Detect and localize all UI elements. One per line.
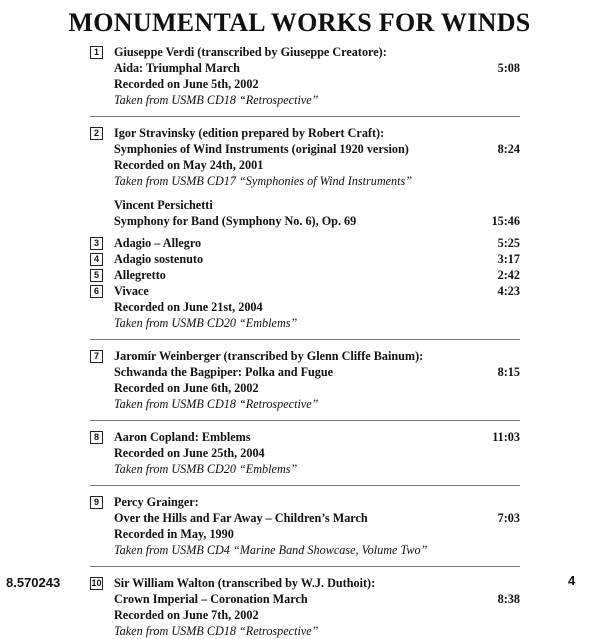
track-number-box: 3 xyxy=(90,237,103,250)
recording-date: Recorded in May, 1990 xyxy=(114,527,234,541)
work-title: Symphony for Band (Symphony No. 6), Op. 69 xyxy=(114,214,357,228)
track-number-box: 7 xyxy=(90,350,103,363)
track-number-box: 2 xyxy=(90,127,103,140)
track-entry-1 xyxy=(90,44,520,108)
track-duration: 5:08 xyxy=(497,61,520,75)
source-note: Taken from USMB CD20 “Emblems” xyxy=(114,316,298,330)
page-number: 4 xyxy=(568,573,576,588)
recording-date: Recorded on June 21st, 2004 xyxy=(114,300,263,314)
track-duration: 7:03 xyxy=(497,511,520,525)
composer-line: Sir William Walton (transcribed by W.J. Duthoit): xyxy=(114,576,376,590)
track-entry-7 xyxy=(90,348,520,412)
movement-title: Adagio – Allegro xyxy=(114,236,202,250)
composer-line: Percy Grainger: xyxy=(114,495,199,509)
movement-row xyxy=(90,267,520,283)
composer-line: Vincent Persichetti xyxy=(114,198,213,212)
movement-row xyxy=(90,283,520,299)
composer-line: Jaromír Weinberger (transcribed by Glenn Cliffe Bainum): xyxy=(114,349,424,363)
movement-title: Adagio sostenuto xyxy=(114,252,204,266)
divider xyxy=(90,566,520,567)
divider xyxy=(90,485,520,486)
track-duration: 8:15 xyxy=(497,365,520,379)
page-title: MONUMENTAL WORKS FOR WINDS xyxy=(68,8,531,37)
track-duration: 4:23 xyxy=(497,284,520,298)
composer-line: Igor Stravinsky (edition prepared by Robert Craft): xyxy=(114,126,385,140)
recording-date: Recorded on June 25th, 2004 xyxy=(114,446,265,460)
source-note: Taken from USMB CD18 “Retrospective” xyxy=(114,93,319,107)
track-number-box: 6 xyxy=(90,285,103,298)
track-duration: 11:03 xyxy=(492,430,520,444)
track-duration: 3:17 xyxy=(497,252,520,266)
track-number-box: 8 xyxy=(90,431,103,444)
divider xyxy=(90,339,520,340)
work-duration: 15:46 xyxy=(491,214,520,228)
track-number-box: 4 xyxy=(90,253,103,266)
track-duration: 5:25 xyxy=(497,236,520,250)
recording-date: Recorded on June 6th, 2002 xyxy=(114,381,259,395)
movement-title: Allegretto xyxy=(114,268,166,282)
track-entry-8 xyxy=(90,429,520,477)
work-title: Schwanda the Bagpiper: Polka and Fugue xyxy=(114,365,334,379)
recording-date: Recorded on June 7th, 2002 xyxy=(114,608,259,622)
divider xyxy=(90,116,520,117)
track-number-box: 1 xyxy=(90,46,103,59)
track-duration: 8:24 xyxy=(497,142,520,156)
work-title: Over the Hills and Far Away – Children’s March xyxy=(114,511,368,525)
movement-row xyxy=(90,251,520,267)
track-duration: 8:38 xyxy=(497,592,520,606)
work-title: Symphonies of Wind Instruments (original 1920 version) xyxy=(114,142,409,156)
recording-date: Recorded on May 24th, 2001 xyxy=(114,158,264,172)
work-entry-persichetti xyxy=(90,197,520,331)
track-duration: 2:42 xyxy=(497,268,520,282)
divider xyxy=(90,420,520,421)
track-entry-10 xyxy=(90,575,520,639)
track-entry-2 xyxy=(90,125,520,189)
movement-row xyxy=(90,235,520,251)
track-entry-9 xyxy=(90,494,520,558)
work-title: Crown Imperial – Coronation March xyxy=(114,592,308,606)
track-number-box: 10 xyxy=(91,578,102,588)
source-note: Taken from USMB CD18 “Retrospective” xyxy=(114,624,319,638)
movement-title: Vivace xyxy=(114,284,149,298)
track-number-box: 9 xyxy=(90,496,103,509)
source-note: Taken from USMB CD4 “Marine Band Showcase, Volume Two” xyxy=(114,543,428,557)
composer-line: Giuseppe Verdi (transcribed by Giuseppe Creatore): xyxy=(114,45,387,59)
work-title: Aida: Triumphal March xyxy=(114,61,240,75)
source-note: Taken from USMB CD18 “Retrospective” xyxy=(114,397,319,411)
recording-date: Recorded on June 5th, 2002 xyxy=(114,77,259,91)
catalog-number: 8.570243 xyxy=(6,575,61,590)
source-note: Taken from USMB CD20 “Emblems” xyxy=(114,462,298,476)
track-number-box: 5 xyxy=(90,269,103,282)
source-note: Taken from USMB CD17 “Symphonies of Wind Instruments” xyxy=(114,174,413,188)
composer-line: Aaron Copland: Emblems xyxy=(114,430,251,444)
track-list xyxy=(90,44,520,639)
